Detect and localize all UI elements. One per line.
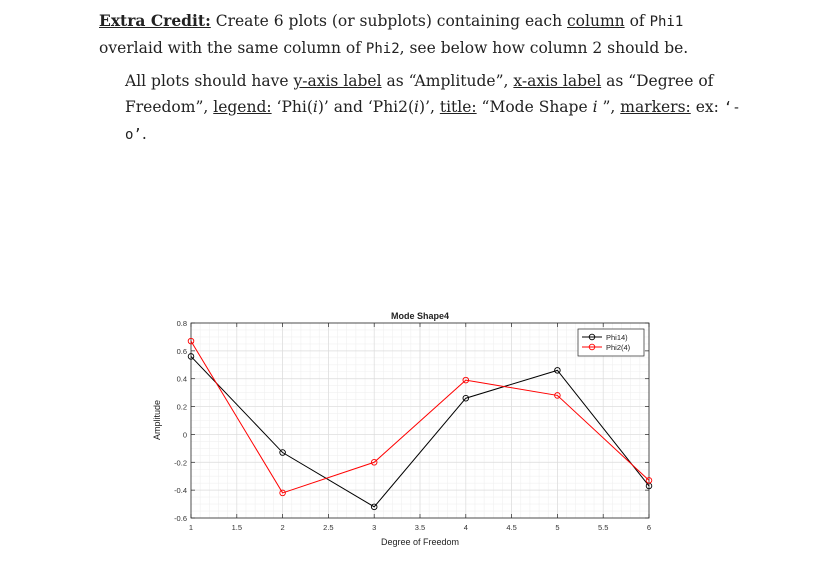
p2-text-8: ”, — [597, 98, 621, 116]
p2-text-4: ‘Phi( — [271, 98, 313, 116]
chart-legend — [578, 329, 644, 356]
p1-text-1: Create 6 plots (or subplots) containing each — [210, 12, 567, 30]
x-tick-label: 1 — [188, 523, 194, 532]
p2-text-5: )’ and ‘Phi2( — [317, 98, 415, 116]
x-axis-label-term: x-axis label — [513, 72, 602, 90]
legend-label-1: Phi14) — [606, 333, 628, 342]
title-term: title: — [439, 98, 477, 116]
x-tick-label: 2.5 — [323, 523, 334, 532]
legend-term: legend: — [213, 98, 272, 116]
index-i-2: i — [414, 98, 420, 116]
requirements-paragraph — [125, 68, 750, 148]
column-term: column — [567, 12, 625, 30]
p2-text-6: )’, — [419, 98, 440, 116]
mode-shape-chart — [0, 300, 820, 560]
chart-title: Mode Shape4 — [390, 311, 450, 321]
p1-text-3: overlaid with the same column of — [99, 39, 366, 57]
x-axis-label: Degree of Freedom — [380, 537, 460, 547]
p2-text-7: “Mode Shape — [476, 98, 593, 116]
x-tick-label: 2 — [280, 523, 285, 532]
x-tick-label: 3.5 — [414, 523, 426, 532]
marker-example-code: ‘-o’ — [125, 100, 741, 143]
p1-text-4: , see below how column 2 should be. — [399, 39, 689, 57]
extra-credit-heading: Extra Credit: — [99, 11, 211, 30]
y-tick-label: 0.8 — [176, 319, 187, 328]
p2-text-9: ex: — [690, 98, 724, 116]
p2-text-1: All plots should have — [125, 72, 294, 90]
y-tick-label: -0.2 — [174, 458, 187, 468]
p2-text-3: as “Degree of Freedom”, — [125, 72, 714, 116]
x-tick-label: 5.5 — [597, 523, 609, 532]
index-i-1: i — [312, 98, 318, 116]
p2-text-2: as “Amplitude”, — [381, 72, 514, 90]
index-i-3: i — [592, 98, 598, 116]
phi2-code: Phi2 — [365, 41, 400, 57]
x-tick-label: 6 — [646, 523, 652, 532]
x-tick-label: 4 — [463, 523, 468, 532]
legend-label-2: Phi2(4) — [606, 343, 631, 352]
x-tick-label: 5 — [555, 523, 560, 532]
y-tick-label: 0.6 — [176, 346, 187, 356]
y-tick-label: 0.4 — [176, 374, 187, 384]
p2-text-10: . — [141, 125, 147, 143]
y-axis-label-term: y-axis label — [293, 72, 382, 90]
y-tick-label: -0.4 — [174, 486, 187, 496]
y-tick-label: 0.2 — [176, 402, 187, 412]
extra-credit-paragraph — [99, 8, 749, 62]
y-axis-label: Amplitude — [152, 399, 162, 441]
p1-text-2: of — [624, 12, 650, 30]
phi1-code: Phi1 — [649, 14, 684, 30]
x-tick-label: 4.5 — [506, 523, 517, 532]
y-tick-label: -0.6 — [174, 514, 187, 523]
y-tick-label: 0 — [182, 430, 187, 440]
x-tick-label: 1.5 — [231, 523, 243, 532]
x-tick-label: 3 — [372, 523, 377, 532]
markers-term: markers: — [620, 98, 691, 116]
